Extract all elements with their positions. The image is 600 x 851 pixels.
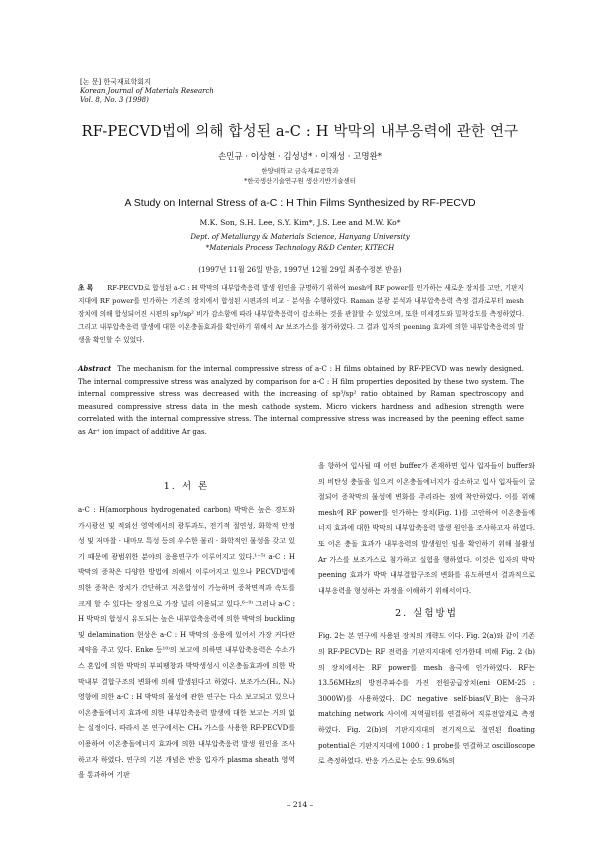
affiliation-en-line2: *Materials Process Technology R&D Center, KITECH (205, 244, 395, 252)
abstract-ko-text: RF-PECVD로 합성된 a-C : H 박막의 내부압축응력 발생 원인을 규명하기 위하여 mesh에 RF power를 인가하는 새로운 장치를 고안, 기판지지대에 RF power를 인가하는 기존의 장치에서 합성된 시편과의 비교 · 분석을 수행하였다. Raman 분광 분석과 내부압축응력 측정 결과로부터 mesh 장치에 의해 합성되어진 시편의 sp³/sp² 비가 감소함에 따라 내부압축응력이 감소하는 것을 관찰할 수 있었으며, 또한 미세경도와 밀착강도를 측정하였다. 그리고 내부압축응력 발생에 대한 이온충돌효과를 확인하기 위해서 Ar 보조가스를 첨가하였다. 그 결과 입자의 peening 효과에 의한 내부압축응력의 발생을 확인할 수 있었다. (78, 284, 525, 344)
abstract-en (78, 363, 524, 438)
affiliation-ko-line2: *한국생산기술연구원 생산기반기술센터 (243, 177, 357, 185)
introduction-continued-paragraph: 을 향하여 입사될 때 어떤 buffer가 존재하면 입사 입자들이 buffer와의 비탄성 충돌을 일으켜 이온충돌에너지가 감소하고 입사 입자들이 굴절되어 증착막의 물성에 변화를 주리라는 점에 착안하였다. 이를 위해 mesh에 RF power를 인가하는 장치(Fig. 1)를 고안하여 이온충돌에너지 효과에 대한 박막의 내부압축응력 발생 원인을 조사하고자 하였다. 또 이온 충돌 효과가 내부응력의 발생원인 임을 확인하기 위해 불활성 Ar 가스를 보조가스로 첨가하고 실험을 행하였다. 이것은 입자의 박막 peening 효과가 박막 내부결합구조의 변화를 유도하면서 결과적으로 내부응력을 형성하는 과정을 이해하기 위해서이다. (318, 462, 535, 595)
journal-name-ko: [논 문] 한국재료학회지 (80, 78, 151, 86)
methods-paragraph: Fig. 2는 본 연구에 사용된 장치의 개략도 이다. Fig. 2(a)와 같이 기존의 RF-PECVD는 RF 전력을 기판지지대에 인가한데 비해 Fig. 2 (b)의 장치에서는 RF power를 mesh 음극에 인가하였다. RF는 13.56MHz의 방전주파수를 가진 전원공급장치(eni OEM-25 : 3000W)를 사용하였다. DC negative self-bias(V_B)는 음극과 matching network 사이에 저역필터를 연결하여 직류전압계로 측정하였다. Fig. 2(b)의 기판지지대의 전기적으로 절연된 floating potential은 기판지지대에 1000 : 1 probe를 연결하고 oscilloscope로 측정하였다. 반응 가스로는 순도 99.6%의 (318, 632, 535, 766)
right-column (318, 459, 535, 770)
affiliation-ko (0, 166, 600, 186)
journal-name-en: Korean Journal of Materials Research (80, 87, 214, 95)
page-number: – 214 – (286, 800, 314, 809)
paper-title-ko: RF-PECVD법에 의해 합성된 a-C : H 박막의 내부응력에 관한 연구 (81, 124, 519, 140)
section-heading-introduction: 1. 서 론 (163, 481, 210, 492)
abstract-en-label: Abstract (78, 364, 112, 373)
authors-ko: 손민규 · 이상현 · 김성녕* · 이재성 · 고명완* (217, 152, 383, 162)
affiliation-en (0, 232, 600, 254)
paper-title-en: A Study on Internal Stress of a-C : H Thin Films Synthesized by RF-PECVD (124, 197, 476, 209)
introduction-paragraph: a-C : H(amorphous hydrogenated carbon) 박막은 높은 경도와 가시광선 및 적외선 영역에서의 광투과도, 전기적 절연성, 화학적 안정성 및 저마찰 · 내마모 특성 등의 우수한 물리 · 화학적인 물성을 갖고 있기 때문에 광범위한 분야의 응용연구가 이루어지고 있다.¹⁻⁵⁾ a-C : H 박막의 증착은 다양한 방법에 의해서 이루어지고 있으나 PECVD법에 의한 증착은 장치가 간단하고 저온합성이 가능하며 증착면적과 속도를 크게 할 수 있다는 장점으로 가장 널리 이용되고 있다.⁶⁻⁹⁾ 그러나 a-C : H 박막의 합성시 유도되는 높은 내부압축응력에 의한 박막의 buckling 및 delamination 현상은 a-C : H 박막의 응용에 있어서 가장 커다란 제약을 주고 있다. Enke 등¹⁰⁾의 보고에 의하면 내부압축응력은 수소가스 혼입에 의한 박막의 부피팽창과 박막생성시 이온충돌효과에 의한 박막내부 결합구조의 변화에 의해 발생된다고 하였다. 보조가스(H₂, N₂) 영향에 의한 a-C : H 박막의 물성에 관한 연구는 다소 보고되고 있으나 이온충돌에너지 효과에 의한 내부압축응력 발생에 대한 보고는 거의 없는 실정이다. 따라서 본 연구에서는 CH₄ 가스를 사용한 RF-PECVD를 이용하여 이온충돌에너지 효과에 의한 내부압축응력 발생 원인을 조사하고자 하였다. 연구의 기본 개념은 반응 입자가 plasma sheath 영역을 통과하여 기판 (78, 506, 295, 780)
abstract-en-text: The mechanism for the internal compressive stress of a-C : H films obtained by RF-PECVD was newly designed. The internal compressive stress was analyzed by comparison for a-C : H film properties deposited by these two system. The internal compressive stress was decreased with the increasing of sp³/sp² ratio obtained by Raman spectroscopy and measured compressive stress data in the mesh cathode system. Micro vickers hardness and adhesion strength were correlated with the internal compressive stress. The internal compressive stress was increased by the peening effect same as Ar⁺ ion impact of additive Ar gas. (78, 365, 524, 436)
abstract-ko-label: 초 록 (78, 284, 94, 292)
affiliation-en-line1: Dept. of Metallurgy & Materials Science, Hanyang University (190, 233, 410, 241)
authors-en: M.K. Son, S.H. Lee, S.Y. Kim*, J.S. Lee and M.W. Ko* (199, 218, 401, 227)
journal-header (80, 78, 214, 105)
left-column (78, 480, 295, 784)
section-heading-methods: 2. 실험방법 (395, 608, 458, 620)
journal-volume: Vol. 8, No. 3 (1998) (80, 96, 149, 104)
affiliation-ko-line1: 한양대학교 금속재료공학과 (261, 167, 339, 175)
received-dates: (1997년 11월 26일 받음, 1997년 12월 29일 최종수정본 받음) (198, 265, 402, 274)
abstract-ko (78, 282, 524, 347)
